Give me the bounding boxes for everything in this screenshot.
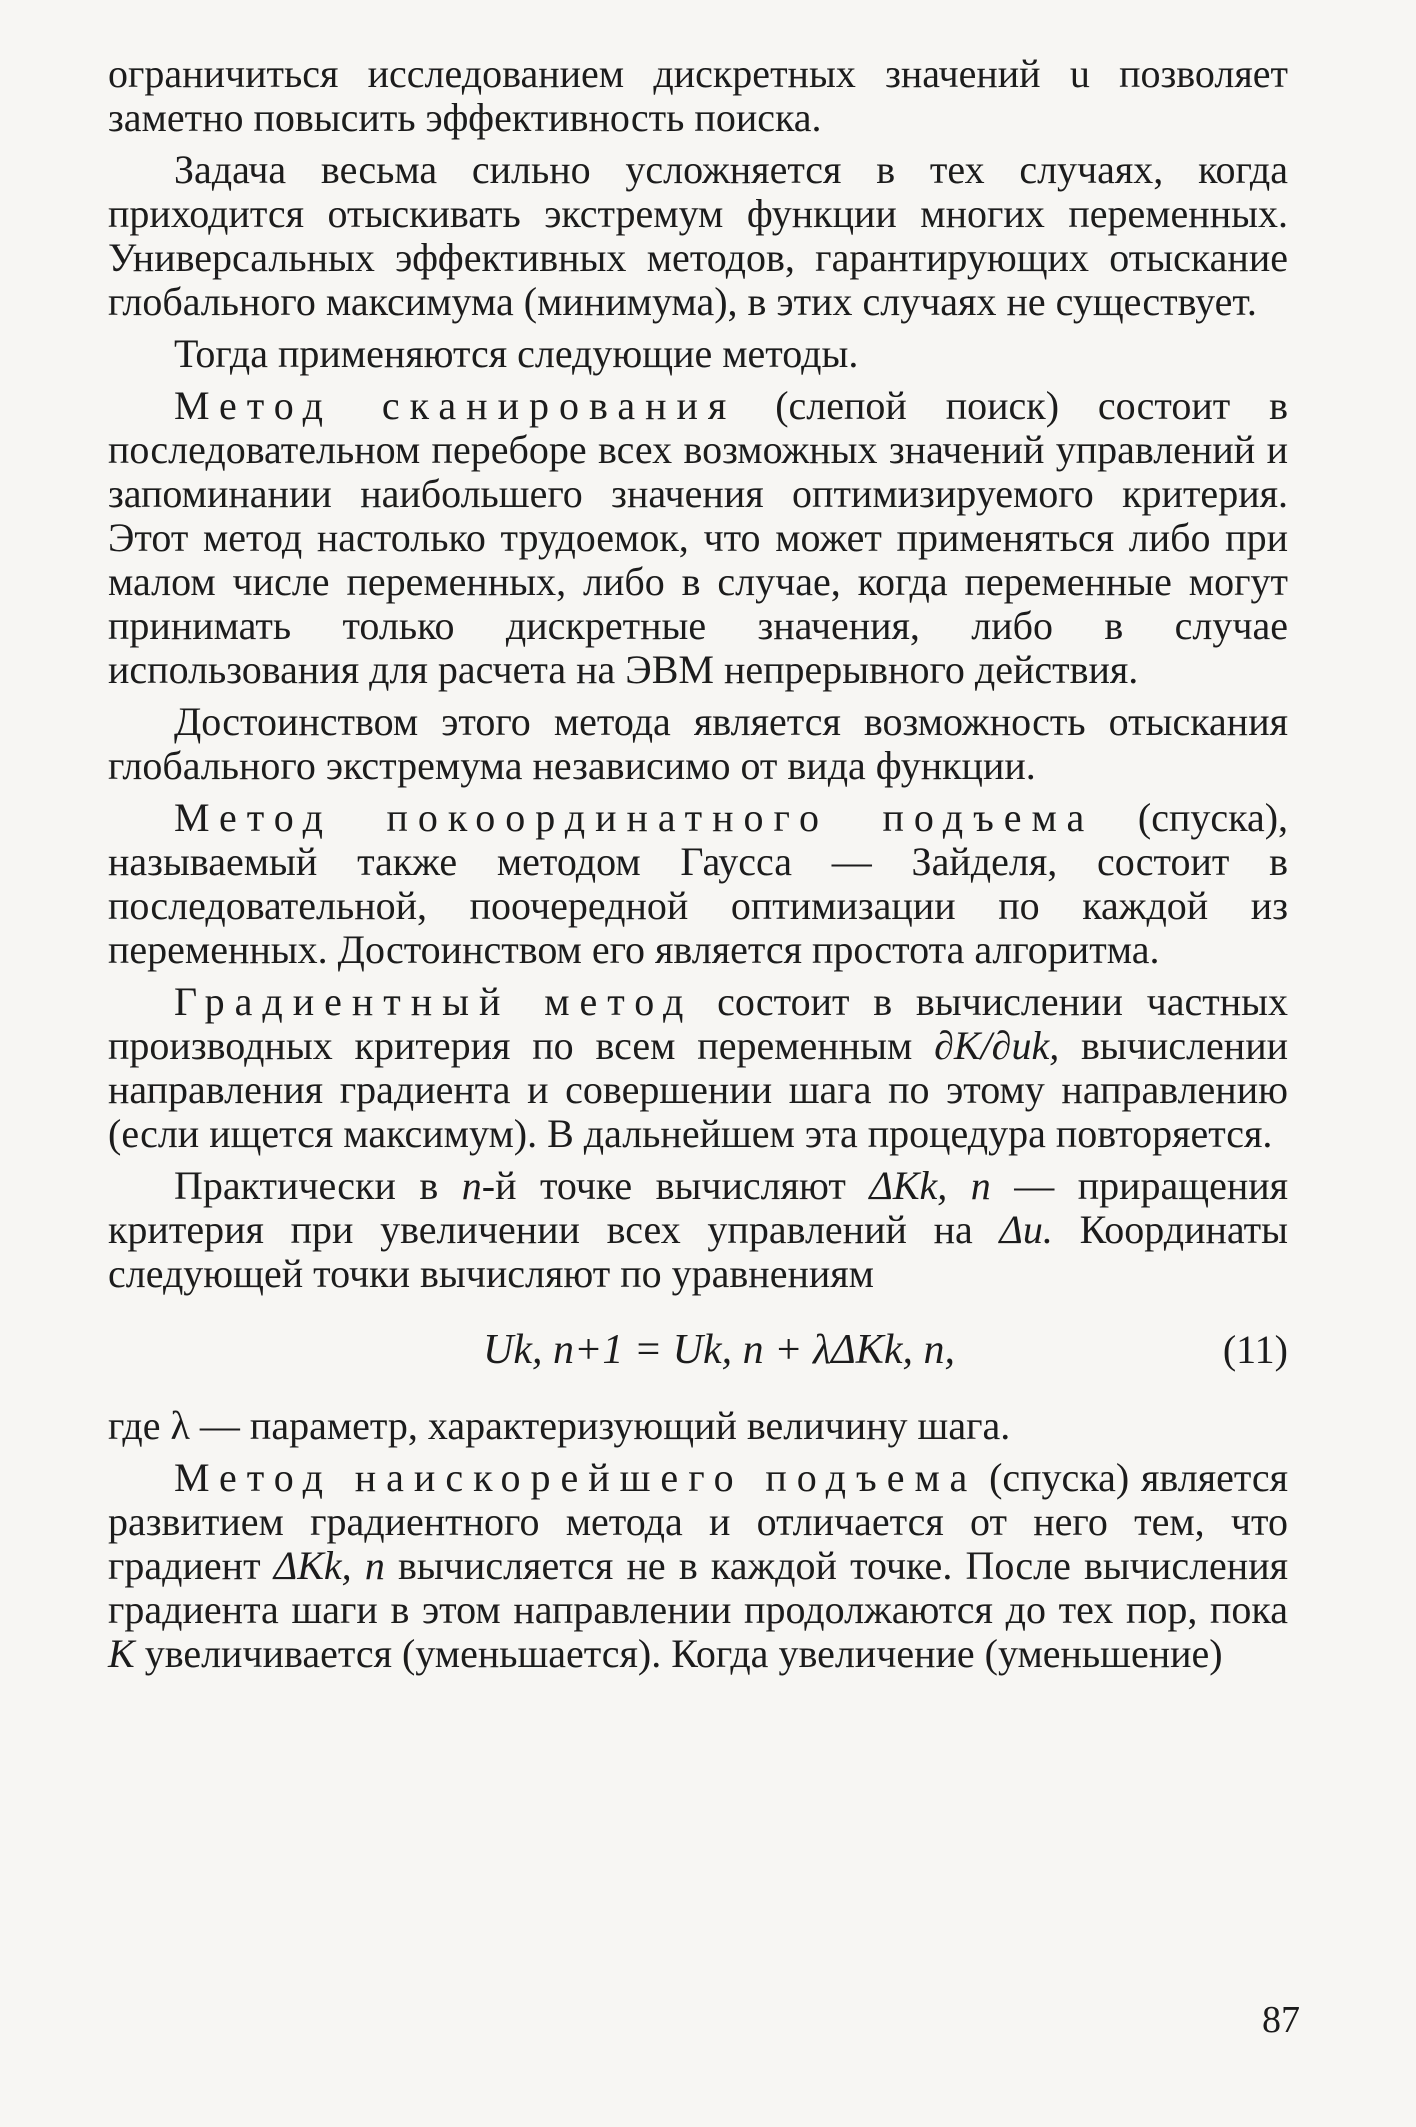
steepest-text-c: увеличивается (уменьшается). Когда увеличение (уменьшение) xyxy=(144,1631,1223,1676)
steepest-text-b: вычисляется не в каждой точке. После вычисления градиента шаги в этом направлении продолжаются до тех пор, пока xyxy=(108,1543,1289,1632)
paragraph-2: Задача весьма сильно усложняется в тех случаях, когда приходится отыскивать экстремум функции многих переменных. Универсальных эффективных методов, гарантирующих отыскание глобального максимума (минимума), в этих случаях не существует. xyxy=(108,147,1288,324)
paragraph-steepest-method xyxy=(108,1456,1288,1676)
page-number: 87 xyxy=(1262,1999,1300,2041)
term-steepest-method: Метод наискорейшего подъема xyxy=(174,1455,978,1500)
gradient-text-b: вычислении направления градиента и совершении шага по этому направлению (если ищется максимум). В дальнейшем эта процедура повторяется. xyxy=(108,1023,1289,1156)
paragraph-scanning-method xyxy=(108,384,1288,692)
page-text xyxy=(108,52,1288,1676)
practice-text-a: Практически в xyxy=(174,1163,439,1208)
practice-text-c: — приращения критерия при увеличении всех управлений на xyxy=(108,1163,1289,1252)
paragraph-coordinate-method xyxy=(108,796,1288,972)
gradient-text-a: состоит в вычислении частных производных критерия по всем переменным xyxy=(108,979,1289,1068)
paragraph-5: Достоинством этого метода является возможность отыскания глобального экстремума независимо от вида функции. xyxy=(108,699,1288,788)
math-n: n xyxy=(461,1163,482,1208)
math-delta-u: Δu. xyxy=(999,1207,1053,1252)
math-delta-k: ΔKk, n xyxy=(869,1163,991,1208)
partial-derivative: ∂K/∂uk, xyxy=(934,1023,1060,1068)
equation-number: (11) xyxy=(1222,1327,1288,1372)
practice-text-b: -й точке вычисляют xyxy=(481,1163,846,1208)
practice-text-d: Координаты следующей точки вычисляют по уравнениям xyxy=(108,1207,1288,1296)
math-delta-k-2: ΔKk, n xyxy=(273,1543,385,1588)
coordinate-method-text: (спуска), называемый также методом Гаусса — Зайделя, состоит в последовательной, поочередной оптимизации по каждой из переменных. Достоинством его является простота алгоритма. xyxy=(108,795,1289,972)
scanning-method-text: (слепой поиск) состоит в последовательном переборе всех возможных значений управлений и запоминании наибольшего значения оптимизируемого критерия. Этот метод настолько трудоемок, что может применяться либо при малом числе переменных, либо в случае, когда переменные могут принимать только дискретные значения, либо в случае использования для расчета на ЭВМ непрерывного действия. xyxy=(108,383,1289,692)
paragraph-lambda: где λ — параметр, характеризующий величину шага. xyxy=(108,1403,1011,1448)
equation-11 xyxy=(108,1322,1288,1382)
math-k: K xyxy=(108,1631,135,1676)
term-scanning-method: Метод сканирования xyxy=(174,383,737,428)
steepest-text-a: (спуска) является развитием градиентного метода и отличается от него тем, что градиент xyxy=(108,1455,1288,1588)
paragraph-practice xyxy=(108,1164,1288,1296)
term-gradient-method: Градиентный метод xyxy=(174,979,694,1024)
paragraph-gradient-method xyxy=(108,980,1288,1156)
term-coordinate-method: Метод покоординатного подъема xyxy=(174,795,1095,840)
formula: Uk, n+1 = Uk, n + λΔKk, n, xyxy=(483,1327,955,1373)
paragraph-3: Тогда применяются следующие методы. xyxy=(174,331,859,376)
paragraph-1: ограничиться исследованием дискретных значений u позволяет заметно повысить эффективность поиска. xyxy=(108,51,1288,140)
